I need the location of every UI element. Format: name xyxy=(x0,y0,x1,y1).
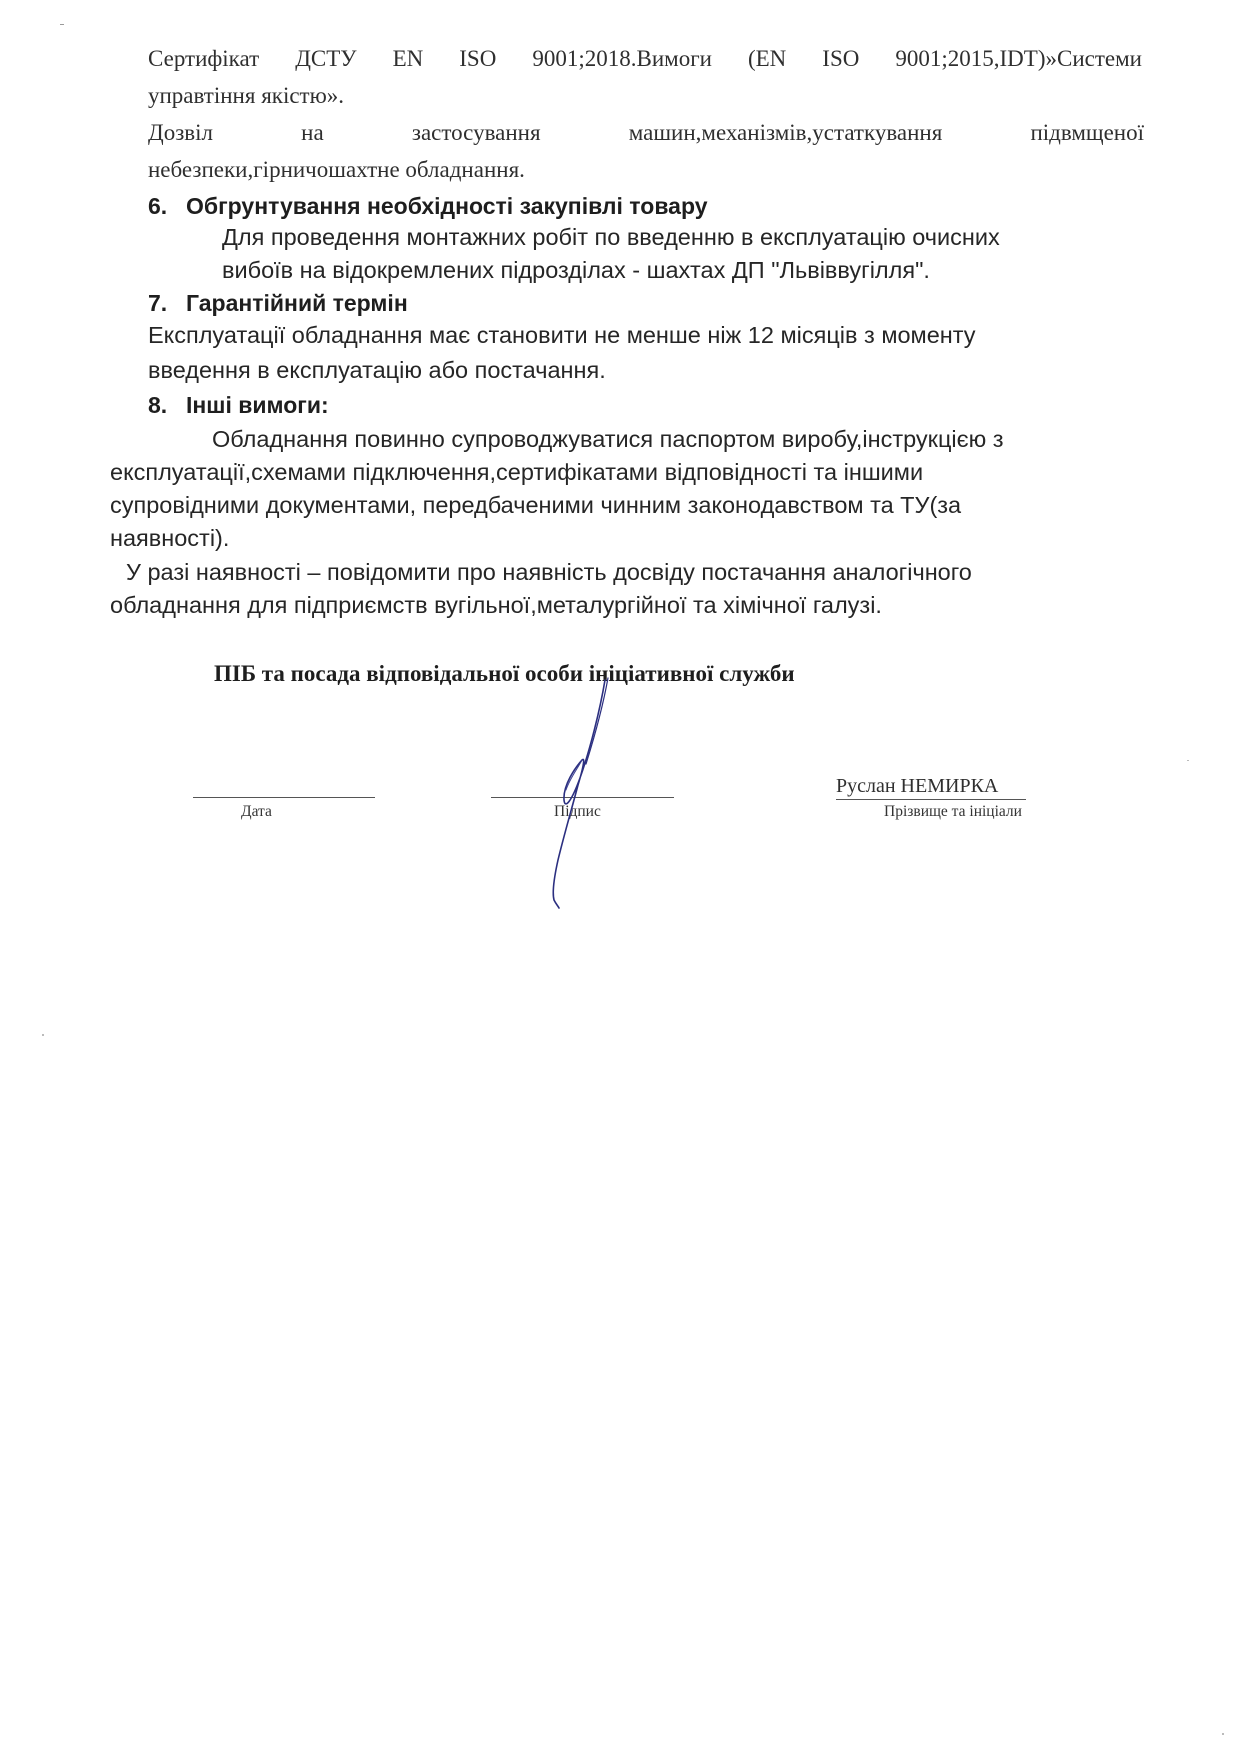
cert-line-2: управтіння якістю». xyxy=(148,83,345,108)
section-7-title: Гарантійний термін xyxy=(186,290,408,316)
section-8-line-3: супровідними документами, передбаченими чинним законодавством та ТУ(за xyxy=(110,492,962,518)
signature-heading: ПІБ та посада відповідальної особи ініціативної служби xyxy=(214,661,795,686)
cert-word: 9001;2015,IDT)»Системи xyxy=(895,46,1142,71)
extra-line-2: обладнання для підприємств вугільної,металургійної та хімічної галузі. xyxy=(110,592,882,618)
cert-line xyxy=(148,47,1142,70)
section-7-line-2: введення в експлуатацію або постачання. xyxy=(148,357,606,383)
permit-word: машин,механізмів,устаткування xyxy=(628,120,943,145)
handwritten-signature xyxy=(520,660,630,910)
cert-word: ISO xyxy=(822,46,860,71)
section-6-number: 6. xyxy=(148,193,168,219)
cert-word: 9001;2018.Вимоги xyxy=(532,46,712,71)
scan-speck xyxy=(1222,1733,1224,1735)
extra-line-1: У разі наявності – повідомити про наявність досвіду постачання аналогічного xyxy=(126,559,972,585)
responsible-name: Руслан НЕМИРКА xyxy=(836,775,999,797)
signature-label: Підпис xyxy=(554,803,601,820)
section-8-line-4: наявності). xyxy=(110,525,230,551)
cert-word: Сертифікат xyxy=(148,46,260,71)
section-6-line-2: вибоїв на відокремлених підрозділах - шахтах ДП "Львіввугілля". xyxy=(222,257,930,283)
name-underline xyxy=(836,799,1026,800)
permit-word: застосування xyxy=(411,120,541,145)
section-8-title: Інші вимоги: xyxy=(186,392,329,418)
permit-line xyxy=(148,121,1144,144)
cert-word: EN xyxy=(392,46,424,71)
section-8-number: 8. xyxy=(148,392,168,418)
scan-speck xyxy=(60,24,64,25)
scan-speck xyxy=(1187,760,1189,761)
permit-word: підвмщеної xyxy=(1030,120,1144,145)
permit-line-2: небезпеки,гірничошахтне обладнання. xyxy=(148,157,525,182)
cert-word: ДСТУ xyxy=(295,46,357,71)
section-7-line-1: Експлуатації обладнання має становити не менше ніж 12 місяців з моменту xyxy=(148,322,976,348)
section-8-line-2: експлуатації,схемами підключення,сертифікатами відповідності та іншими xyxy=(110,459,924,485)
section-7-number: 7. xyxy=(148,290,168,316)
fullname-label: Прізвище та ініціали xyxy=(884,803,1022,820)
cert-word: ISO xyxy=(459,46,497,71)
cert-word: (EN xyxy=(747,46,787,71)
date-line xyxy=(193,797,375,798)
section-6-line-1: Для проведення монтажних робіт по введенню в експлуатацію очисних xyxy=(222,224,1000,250)
permit-word: Дозвіл xyxy=(148,120,214,145)
date-label: Дата xyxy=(241,803,272,820)
section-8-line-1: Обладнання повинно супроводжуватися паспортом виробу,інструкцією з xyxy=(212,426,1004,452)
section-6-title: Обгрунтування необхідності закупівлі товару xyxy=(186,193,708,219)
scan-speck xyxy=(42,1034,44,1036)
permit-word: на xyxy=(301,120,324,145)
